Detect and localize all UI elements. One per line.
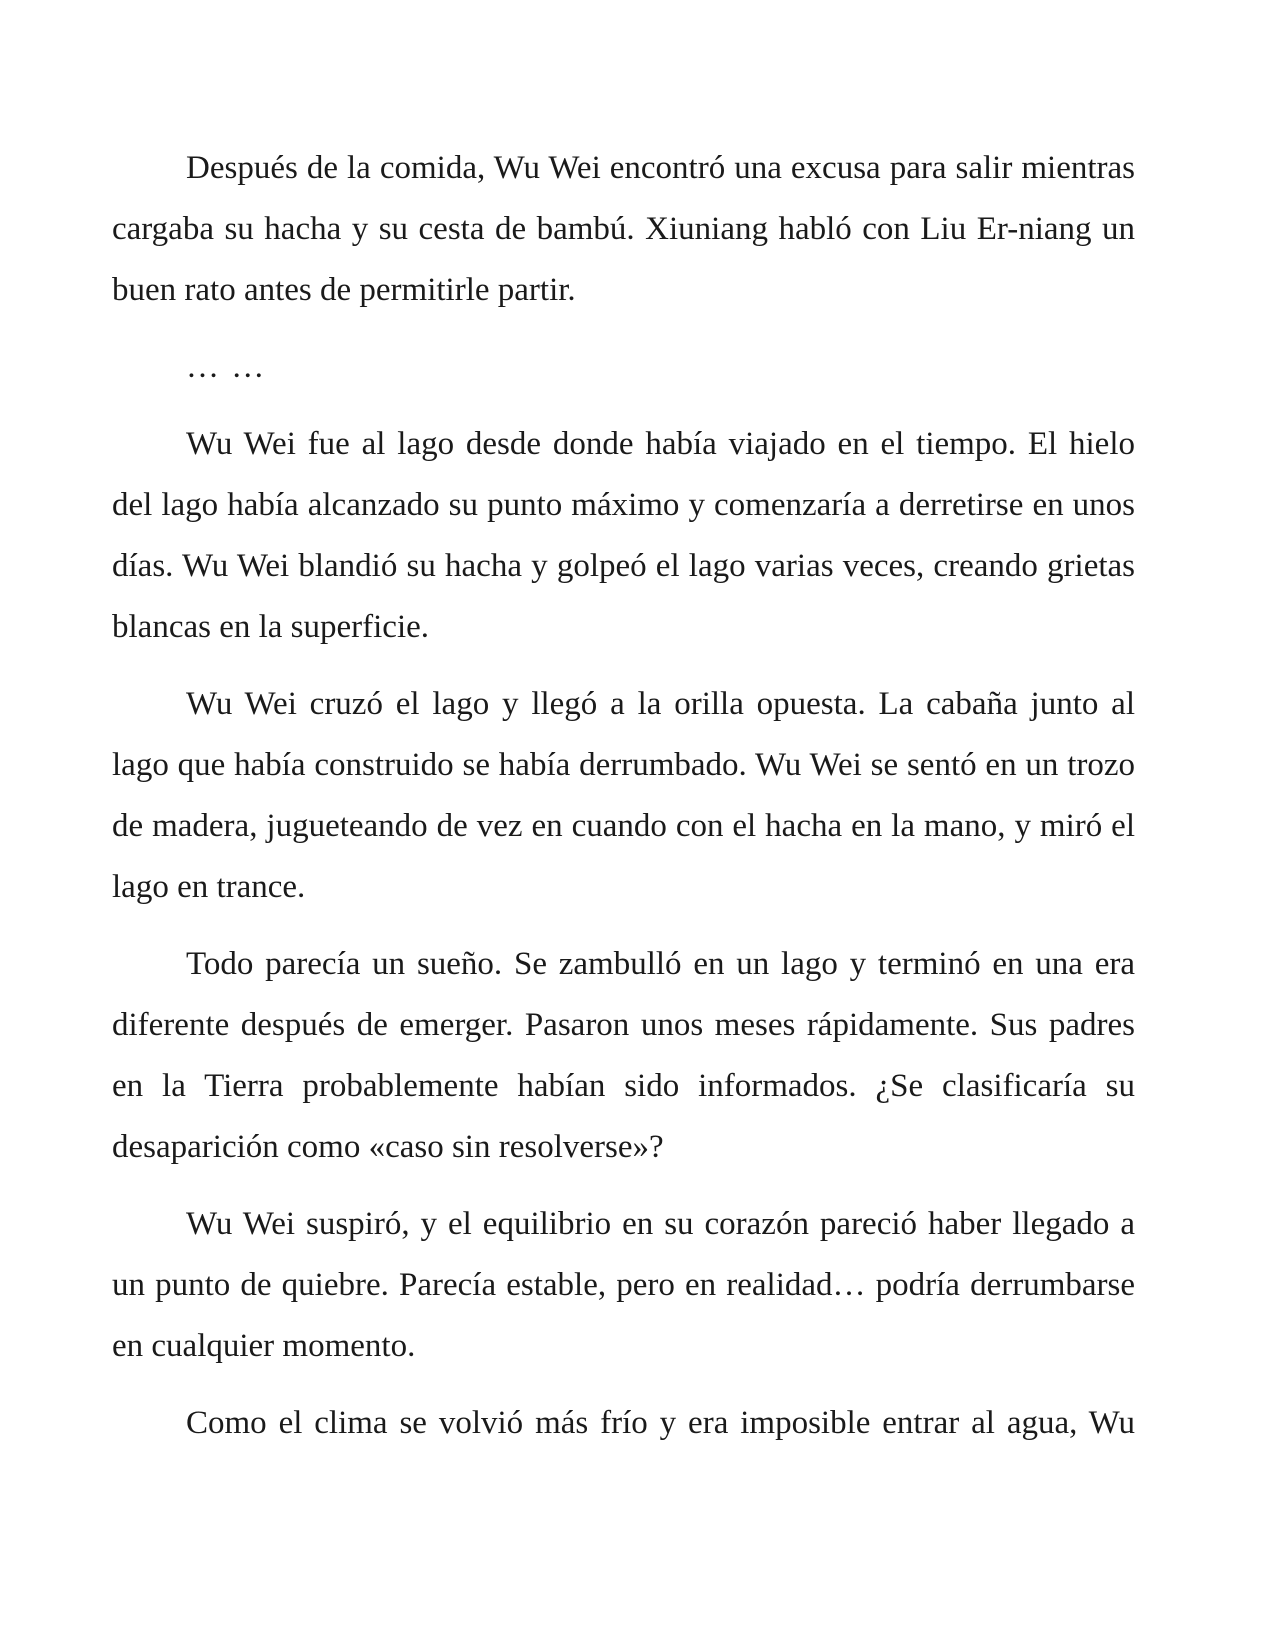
paragraph-3: Wu Wei cruzó el lago y llegó a la orilla opuesta. La cabaña junto al lago que había construido se había derrumbado. Wu Wei se sentó en un trozo de madera, jugueteando de vez en cuando con el hacha en la mano, y miró el lago en trance. <box>112 686 1135 905</box>
paragraph-4: Todo parecía un sueño. Se zambulló en un lago y terminó en una era diferente después de emerger. Pasaron unos meses rápidamente. Sus padres en la Tierra probablemente habían sido informados. ¿Se clasificaría su desaparición como «caso sin resolverse»? <box>112 946 1135 1165</box>
document-page <box>112 138 1135 1470</box>
paragraph-6: Como el clima se volvió más frío y era imposible entrar al agua, Wu <box>186 1405 1135 1441</box>
paragraph-5: Wu Wei suspiró, y el equilibrio en su corazón pareció haber llegado a un punto de quiebre. Parecía estable, pero en realidad… podría derrumbarse en cualquier momento. <box>112 1206 1135 1364</box>
scene-separator: … … <box>186 349 267 385</box>
paragraph-2: Wu Wei fue al lago desde donde había viajado en el tiempo. El hielo del lago había alcanzado su punto máximo y comenzaría a derretirse en unos días. Wu Wei blandió su hacha y golpeó el lago varias veces, creando grietas blancas en la superficie. <box>112 426 1135 645</box>
paragraph-1: Después de la comida, Wu Wei encontró una excusa para salir mientras cargaba su hacha y su cesta de bambú. Xiuniang habló con Liu Er-niang un buen rato antes de permitirle partir. <box>112 150 1135 308</box>
